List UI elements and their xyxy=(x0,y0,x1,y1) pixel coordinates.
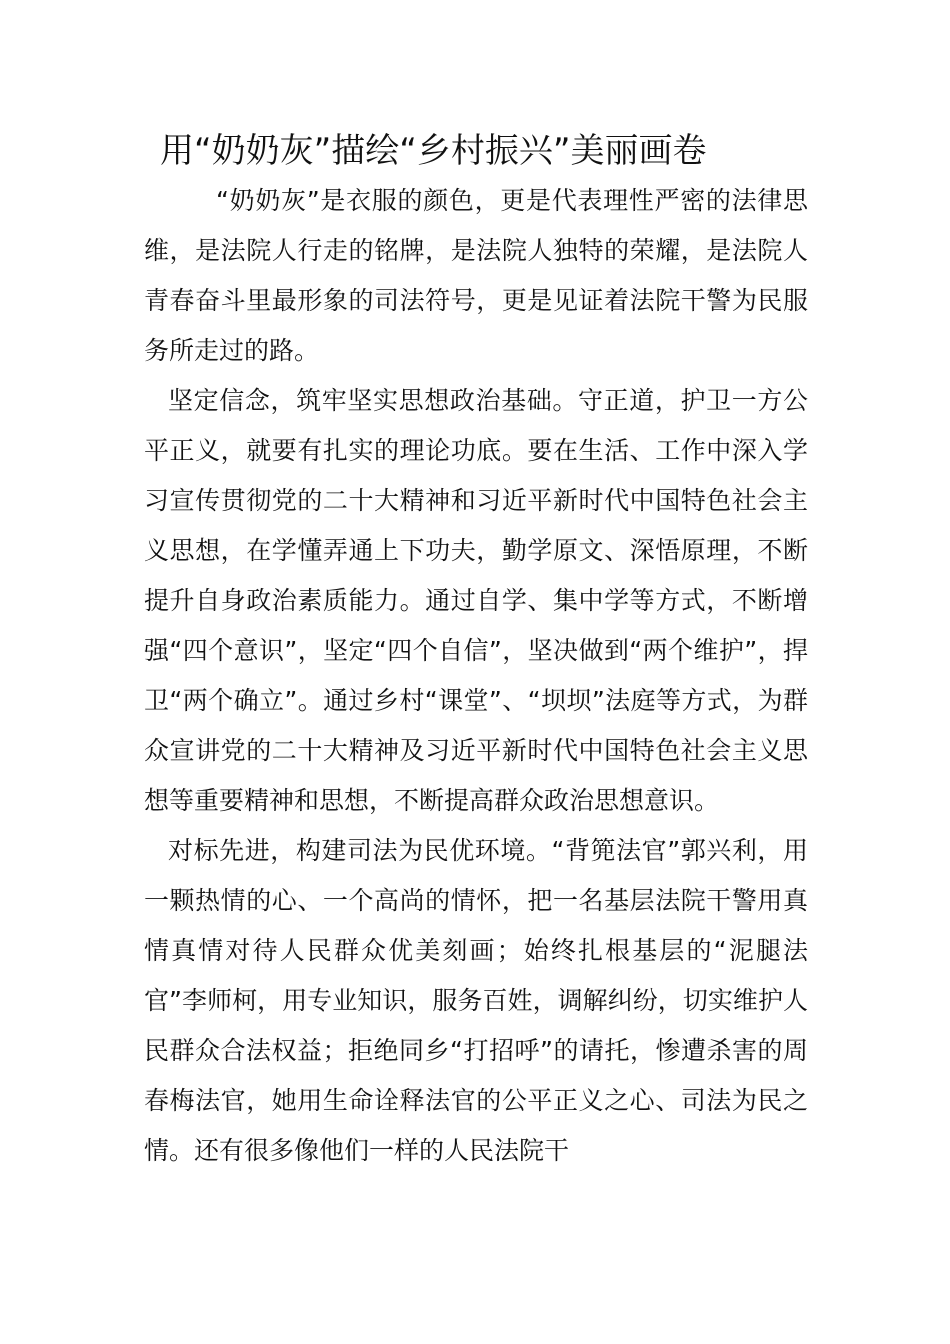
paragraph-political-foundation: 坚定信念，筑牢坚实思想政治基础。守正道，护卫一方公平正义，就要有扎实的理论功底。要在生活、工作中深入学习宣传贯彻党的二十大精神和习近平新时代中国特色社会主义思想，在学懂弄通上下功夫，勤学原文、深悟原理，不断提升自身政治素质能力。通过自学、集中学等方式，不断增强“四个意识”，坚定“四个自信”，坚决做到“两个维护”，捍卫“两个确立”。通过乡村“课堂”、“坝坝”法庭等方式，为群众宣讲党的二十大精神及习近平新时代中国特色社会主义思想等重要精神和思想，不断提高群众政治思想意识。 xyxy=(144,386,808,815)
document-title: 用“奶奶灰”描绘“乡村振兴”美丽画卷 xyxy=(160,131,707,171)
paragraph-role-models: 对标先进，构建司法为民优环境。“背篼法官”郭兴利，用一颗热情的心、一个高尚的情怀，把一名基层法院干警用真情真情对待人民群众优美刻画；始终扎根基层的“泥腿法官”李师柯，用专业知识，服务百姓，调解纠纷，切实维护人民群众合法权益；拒绝同乡“打招呼”的请托，惨遭杀害的周春梅法官，她用生命诠释法官的公平正义之心、司法为民之情。还有很多像他们一样的人民法院干 xyxy=(144,836,808,1165)
paragraph-intro: “奶奶灰”是衣服的颜色，更是代表理性严密的法律思维，是法院人行走的铭牌，是法院人独特的荣耀，是法院人青春奋斗里最形象的司法符号，更是见证着法院干警为民服务所走过的路。 xyxy=(144,186,808,365)
document-body xyxy=(144,176,808,1176)
